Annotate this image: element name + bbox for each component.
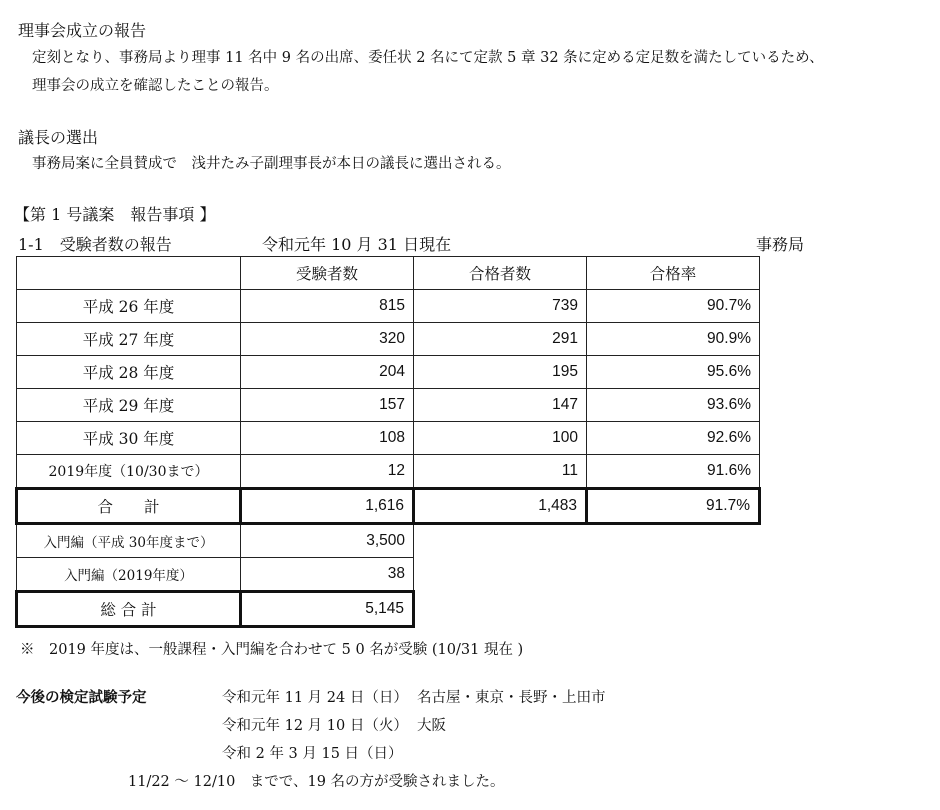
- chair-election-text: 事務局案に全員賛成で 浅井たみ子副理事長が本日の議長に選出される。: [32, 156, 511, 172]
- pass-rate-value: 92.6%: [587, 422, 760, 455]
- examinees-value: 157: [241, 389, 414, 422]
- intro-value: 3,500: [241, 524, 414, 558]
- table-row: [17, 356, 760, 389]
- intro-label: 入門編（平成 30年度まで）: [17, 524, 241, 558]
- pass-rate-value: 90.7%: [587, 290, 760, 323]
- total-passed: 1,483: [414, 489, 587, 524]
- examinees-value: 12: [241, 455, 414, 489]
- row-label: 2019年度（10/30まで）: [17, 455, 241, 489]
- intro-value: 38: [241, 558, 414, 592]
- examinee-table: [15, 256, 761, 628]
- section-title-board-quorum: 理事会成立の報告: [18, 21, 147, 40]
- row-label: 平成 28 年度: [17, 356, 241, 389]
- agenda-date: 令和元年 10 月 31 日現在: [262, 235, 452, 254]
- table-row: [17, 455, 760, 489]
- agenda-title: 【第 1 号議案 報告事項 】: [14, 205, 216, 224]
- schedule-footer: 11/22 ～ 12/10 までで、19 名の方が受験されました。: [128, 774, 505, 790]
- intro-label: 入門編（2019年度）: [17, 558, 241, 592]
- agenda-reporter: 事務局: [756, 235, 805, 254]
- quorum-text-line2: 理事会の成立を確認したことの報告。: [32, 78, 279, 94]
- row-label: 平成 26 年度: [17, 290, 241, 323]
- total-examinees: 1,616: [241, 489, 414, 524]
- table-row: [17, 290, 760, 323]
- examinees-value: 108: [241, 422, 414, 455]
- total-pass-rate: 91.7%: [587, 489, 760, 524]
- intro-row: [17, 558, 760, 592]
- pass-rate-value: 91.6%: [587, 455, 760, 489]
- schedule-label: 今後の検定試験予定: [16, 689, 147, 706]
- examinees-value: 204: [241, 356, 414, 389]
- row-label: 平成 27 年度: [17, 323, 241, 356]
- table-row: [17, 389, 760, 422]
- total-label: 合 計: [17, 489, 241, 524]
- passed-value: 739: [414, 290, 587, 323]
- table-header-row: [17, 257, 760, 290]
- total-row: [17, 489, 760, 524]
- examinees-value: 815: [241, 290, 414, 323]
- quorum-text-line1: 定刻となり、事務局より理事 11 名中 9 名の出席、委任状 2 名にて定款 5 章 32 条に定める定足数を満たしているため、: [32, 50, 824, 66]
- grand-total-value: 5,145: [241, 592, 414, 627]
- passed-value: 11: [414, 455, 587, 489]
- header-passed: 合格者数: [414, 257, 587, 290]
- passed-value: 100: [414, 422, 587, 455]
- intro-row: [17, 524, 760, 558]
- section-title-chair-election: 議長の選出: [18, 128, 99, 147]
- examinees-value: 320: [241, 323, 414, 356]
- pass-rate-value: 90.9%: [587, 323, 760, 356]
- note-text: ※ 2019 年度は、一般課程・入門編を合わせて 5 0 名が受験 (10/31 現在 ): [20, 642, 524, 658]
- header-cell: [17, 257, 241, 290]
- schedule-item: 令和元年 12 月 10 日（火） 大阪: [222, 718, 447, 734]
- passed-value: 291: [414, 323, 587, 356]
- pass-rate-value: 95.6%: [587, 356, 760, 389]
- passed-value: 195: [414, 356, 587, 389]
- grand-total-row: [17, 592, 760, 627]
- header-pass-rate: 合格率: [587, 257, 760, 290]
- pass-rate-value: 93.6%: [587, 389, 760, 422]
- table-row: [17, 323, 760, 356]
- agenda-subtitle: 1-1 受験者数の報告: [18, 235, 172, 254]
- header-examinees: 受験者数: [241, 257, 414, 290]
- schedule-item: 令和 2 年 3 月 15 日（日）: [222, 746, 403, 762]
- row-label: 平成 30 年度: [17, 422, 241, 455]
- row-label: 平成 29 年度: [17, 389, 241, 422]
- schedule-item: 令和元年 11 月 24 日（日） 名古屋・東京・長野・上田市: [222, 690, 606, 706]
- table-row: [17, 422, 760, 455]
- passed-value: 147: [414, 389, 587, 422]
- grand-total-label: 総 合 計: [17, 592, 241, 627]
